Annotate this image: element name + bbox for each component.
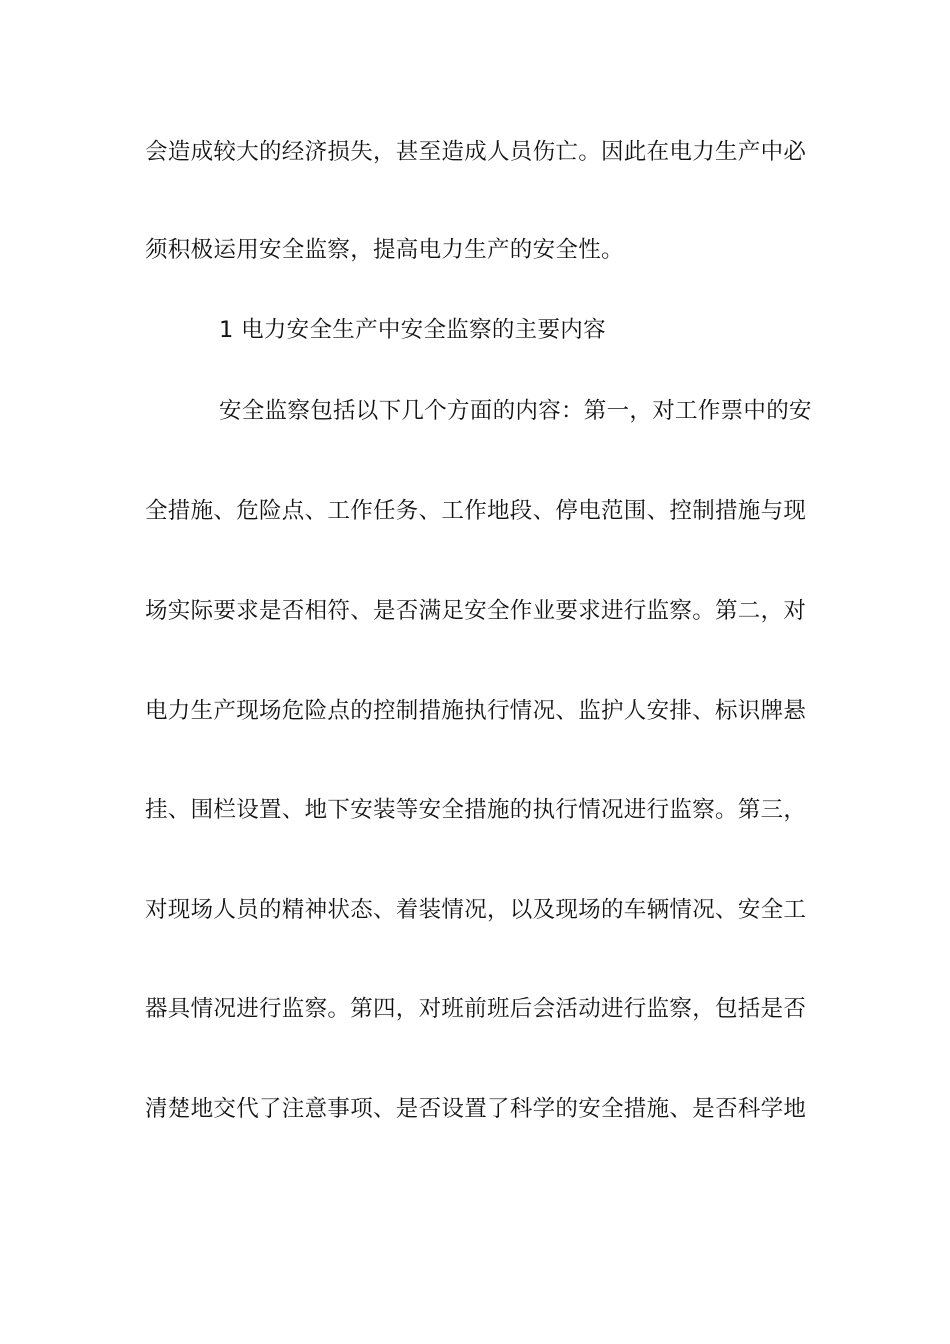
body-text-line: 全措施、危险点、工作任务、工作地段、停电范围、控制措施与现 xyxy=(145,498,807,524)
body-text-line: 器具情况进行监察。第四，对班前班后会活动进行监察，包括是否 xyxy=(145,996,807,1022)
section-heading: 1 电力安全生产中安全监察的主要内容 xyxy=(219,317,606,343)
body-text-line: 会造成较大的经济损失，甚至造成人员伤亡。因此在电力生产中必 xyxy=(145,139,807,165)
body-text-line: 须积极运用安全监察，提高电力生产的安全性。 xyxy=(145,237,624,263)
paragraph-first-line: 安全监察包括以下几个方面的内容：第一，对工作票中的安 xyxy=(219,398,812,424)
body-text-line: 场实际要求是否相符、是否满足安全作业要求进行监察。第二，对 xyxy=(145,598,807,624)
body-text-line: 清楚地交代了注意事项、是否设置了科学的安全措施、是否科学地 xyxy=(145,1096,807,1122)
body-text-line: 电力生产现场危险点的控制措施执行情况、监护人安排、标识牌悬 xyxy=(145,698,807,724)
body-text-line: 对现场人员的精神状态、着装情况，以及现场的车辆情况、安全工 xyxy=(145,897,807,923)
body-text-line: 挂、围栏设置、地下安装等安全措施的执行情况进行监察。第三， xyxy=(145,797,807,823)
